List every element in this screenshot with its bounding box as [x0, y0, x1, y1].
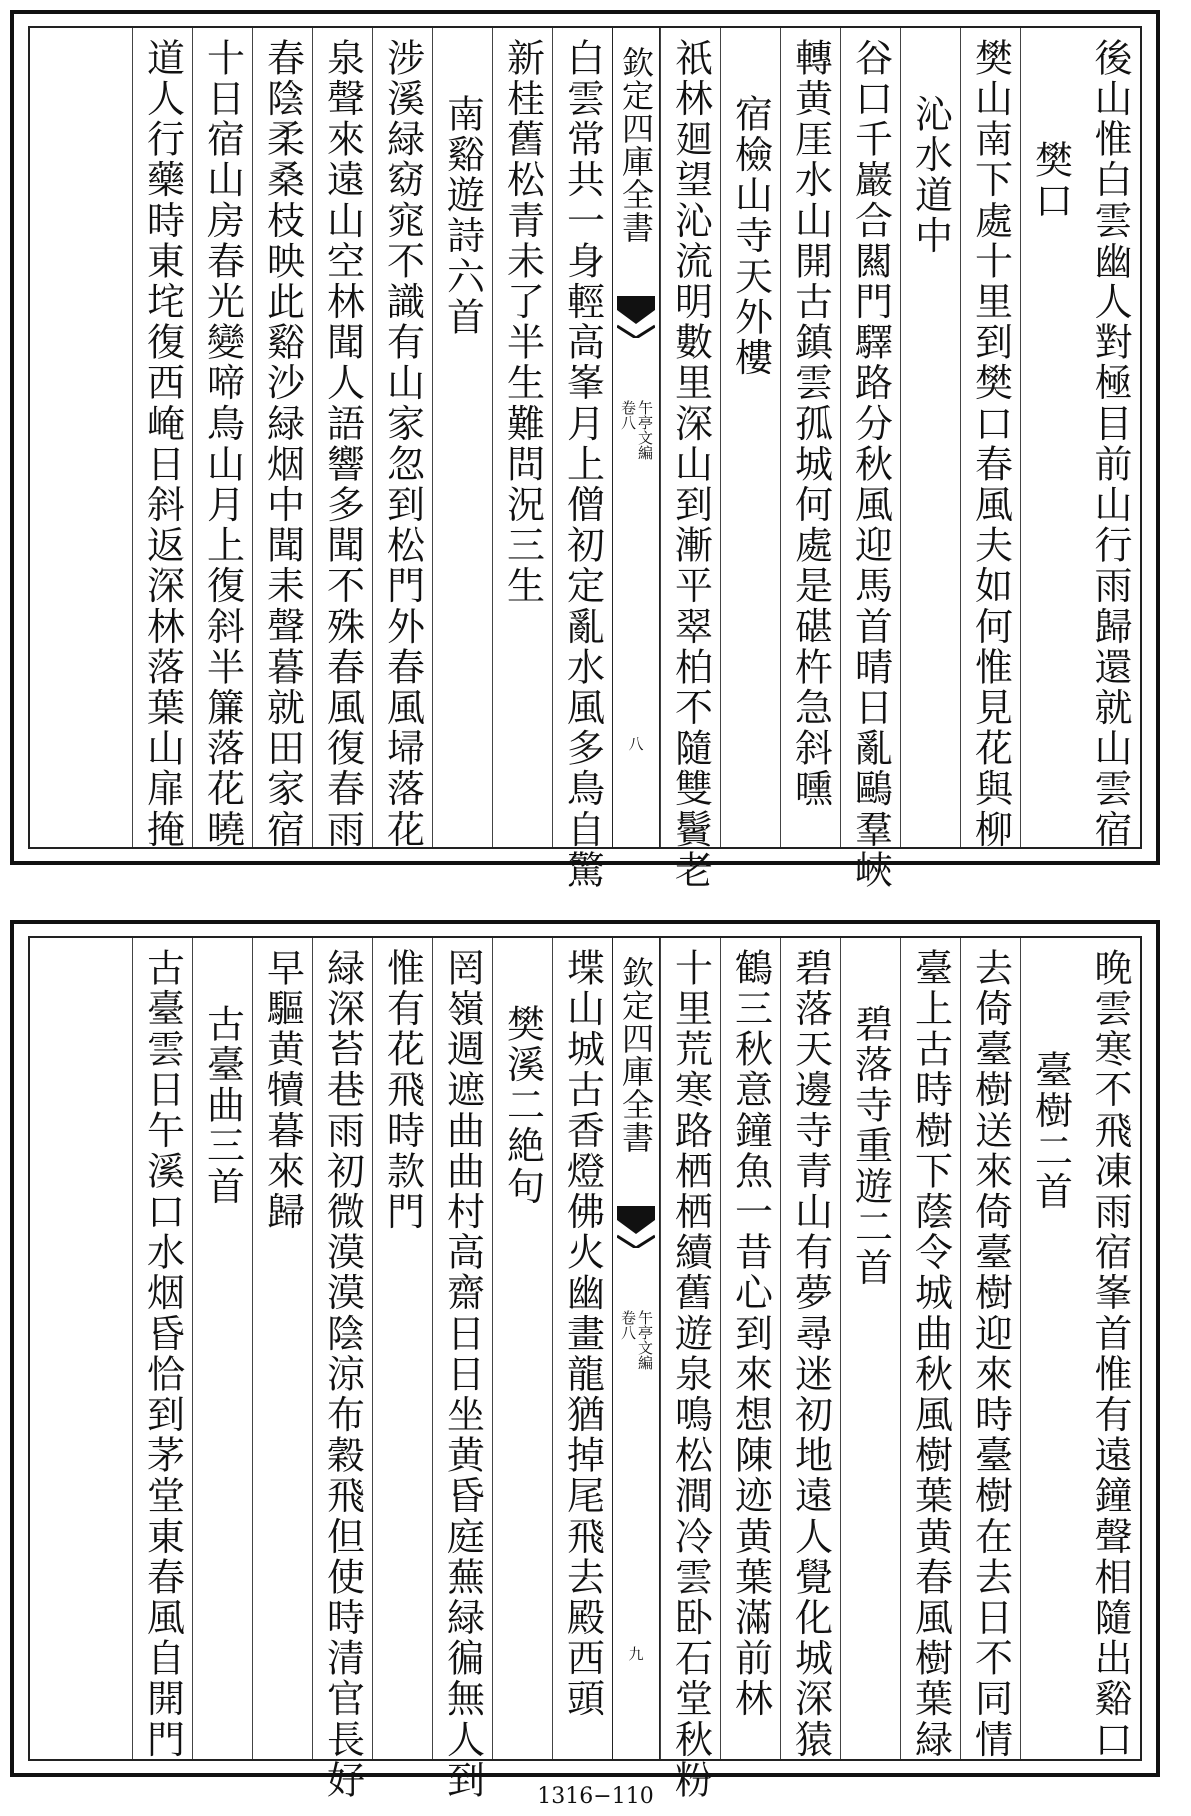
- text-column: [252, 28, 312, 850]
- column-text: 晚雲寒不飛凍雨宿峯首惟有遠鐘聲相隨出谿口: [1088, 948, 1132, 1760]
- column-text: 鶴三秋意鐘魚一昔心到來想陳迹黄葉滿前林: [728, 948, 773, 1720]
- text-column: [900, 938, 960, 1759]
- text-column: [960, 28, 1020, 850]
- column-text: 泉聲來遠山空林聞人語響多聞不殊春風復春雨: [320, 38, 365, 850]
- poem-title: 樊溪二絶句: [500, 1004, 545, 1207]
- text-column: [780, 938, 840, 1759]
- text-column: [720, 28, 780, 847]
- text-column: [312, 938, 372, 1801]
- fishtail-mark-icon: [617, 1206, 655, 1248]
- column-text: 春陰柔桑枝映此谿沙緑烟中聞耒聲暮就田家宿: [260, 38, 305, 850]
- column-text: 緑深苔巷雨初微漠漠陰涼布穀飛但使時清官長好: [320, 948, 365, 1801]
- folio-number: 九: [626, 1646, 645, 1661]
- text-column: [432, 938, 492, 1801]
- column-text: 惟有花飛時款門: [380, 948, 425, 1233]
- book-title: 欽定四庫全書: [617, 956, 655, 1154]
- text-column: [132, 28, 192, 850]
- text-column: [492, 938, 552, 1759]
- poem-title: 南谿遊詩六首: [440, 94, 485, 338]
- column-text: 樊山南下處十里到樊口春風夫如何惟見花與柳: [968, 38, 1013, 850]
- text-column: [552, 28, 612, 891]
- poem-title: 沁水道中: [908, 94, 953, 257]
- text-column: [252, 938, 312, 1759]
- text-frame: [28, 26, 1142, 891]
- column-text: 早驅黄犢暮來歸: [260, 948, 305, 1233]
- column-text: 十里荒寒路栖栖續舊遊泉鳴松澗冷雲卧石堂秋粉: [668, 948, 713, 1801]
- folio-number: 八: [626, 736, 645, 751]
- text-column: [960, 938, 1020, 1759]
- volume-number: 卷八: [619, 1310, 637, 1340]
- column-text: 轉黄厓水山開古鎮雲孤城何處是碪杵急斜曛: [788, 38, 833, 810]
- column-text: 祇林廻望沁流明數里深山到漸平翠柏不隨雙鬢老: [668, 38, 713, 891]
- page-top: [10, 10, 1160, 891]
- column-text: 谷口千巖合闗門驛路分秋風迎馬首晴日亂鷗羣峽: [848, 38, 893, 891]
- volume-label: [620, 400, 652, 460]
- center-banner: [612, 938, 660, 1759]
- column-text: 白雲常共一身輕高峯月上僧初定亂水風多鳥自驚: [560, 38, 605, 891]
- collection-name: 午亭文編: [636, 400, 654, 460]
- text-column: [720, 938, 780, 1759]
- text-column: [1020, 938, 1080, 1759]
- column-text: 道人行藥時東垞復西崦日斜返深林落葉山扉掩: [140, 38, 185, 850]
- text-column: [1080, 938, 1140, 1759]
- poem-title: 樊口: [1028, 140, 1073, 222]
- poem-title: 宿檢山寺天外樓: [728, 94, 773, 379]
- text-column: [312, 28, 372, 850]
- column-text: 臺上古時樹下蔭令城曲秋風樹葉黄春風樹葉緑: [908, 948, 953, 1760]
- text-column: [552, 938, 612, 1759]
- poem-title: 臺樹二首: [1028, 1050, 1073, 1213]
- volume-number: 卷八: [619, 400, 637, 430]
- text-column: [192, 28, 252, 850]
- text-column: [780, 28, 840, 847]
- text-column: [372, 938, 432, 1759]
- poem-title: 古臺曲三首: [200, 1004, 245, 1207]
- column-text: 十日宿山房春光變啼鳥山月上復斜半簾落花曉: [200, 38, 245, 850]
- text-column: [372, 28, 432, 850]
- column-text: 碧落天邊寺青山有夢尋迷初地遠人覺化城深猿: [788, 948, 833, 1760]
- text-column: [192, 938, 252, 1759]
- column-text: 後山惟白雲幽人對極目前山行雨歸還就山雲宿: [1088, 38, 1132, 850]
- column-text: 去倚臺樹送來倚臺樹迎來時臺樹在去日不同情: [968, 948, 1013, 1760]
- center-banner: [612, 28, 660, 847]
- text-column: [432, 28, 492, 847]
- text-column: [132, 938, 192, 1759]
- text-column: [840, 28, 900, 891]
- volume-label: [620, 1310, 652, 1370]
- column-text: 罔嶺週遮曲曲村高齋日日坐黄昏庭蕪緑徧無人到: [440, 948, 485, 1801]
- collection-name: 午亭文編: [636, 1310, 654, 1370]
- column-text: 涉溪緑窈窕不識有山家忽到松門外春風埽落花: [380, 38, 425, 850]
- book-title: 欽定四庫全書: [617, 46, 655, 244]
- text-column: [492, 28, 552, 847]
- text-column: [900, 28, 960, 847]
- text-column: [660, 938, 720, 1801]
- text-column: [840, 938, 900, 1759]
- poem-title: 碧落寺重遊二首: [848, 1004, 893, 1289]
- column-text: 堞山城古香燈佛火幽畫龍猶掉尾飛去殿西頭: [560, 948, 605, 1720]
- page-number: 1316−110: [537, 1784, 654, 1809]
- column-text: 新桂舊松青未了半生難問況三生: [500, 38, 545, 607]
- text-column: [1080, 28, 1140, 850]
- fishtail-mark-icon: [617, 296, 655, 338]
- text-column: [1020, 28, 1080, 847]
- text-column: [660, 28, 720, 891]
- column-text: 古臺雲日午溪口水烟昏恰到茅堂東春風自開門: [140, 948, 185, 1760]
